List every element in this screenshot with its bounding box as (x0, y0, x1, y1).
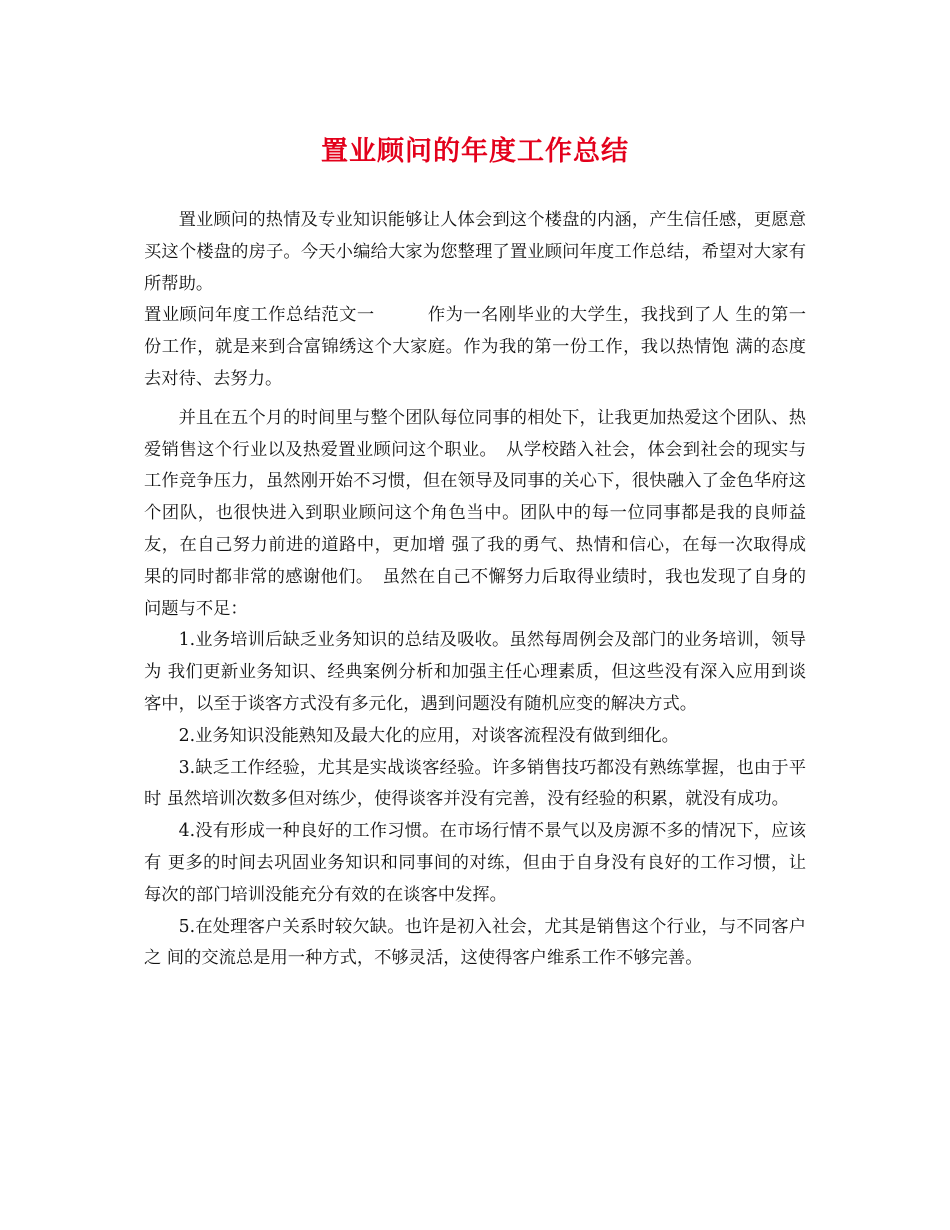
issue-item-3: 3.缺乏工作经验，尤其是实战谈客经验。许多销售技巧都没有熟练掌握，也由于平时 虽然培训次数多但对练少，使得谈客并没有完善，没有经验的积累，就没有成功。 (144, 757, 806, 810)
issue-item-1: 1.业务培训后缺乏业务知识的总结及吸收。虽然每周例会及部门的业务培训，领导为 我们更新业务知识、经典案例分析和加强主任心理素质，但这些没有深入应用到谈 客中，以至于谈客方式没有多元化，遇到问题没有随机应变的解决方式。 (144, 630, 806, 714)
sample-heading-paragraph: 置业顾问年度工作总结范文一 作为一名刚毕业的大学生，我找到了人 生的第一份工作，就是来到合富锦绣这个大家庭。作为我的第一份工作，我以热情饱 满的态度去对待、去努力。 (144, 305, 806, 389)
document-body (144, 205, 806, 975)
experience-paragraph: 并且在五个月的时间里与整个团队每位同事的相处下，让我更加热爱这个团队、热爱销售这个行业以及热爱置业顾问这个职业。 从学校踏入社会，体会到社会的现实与工作竞争压力，虽然刚开始不习惯，但在领导及同事的关心下，很快融入了金色华府这个团队，也很快进入到职业顾问这个角色当中。团队中的每一位同事都是我的良师益友，在自己努力前进的道路中，更加增 强了我的勇气、热情和信心，在每一次取得成果的同时都非常的感谢他们。 虽然在自己不懈努力后取得业绩时，我也发现了自身的问题与不足： (144, 407, 806, 619)
issue-item-4: 4.没有形成一种良好的工作习惯。在市场行情不景气以及房源不多的情况下，应该有 更多的时间去巩固业务知识和同事间的对练，但由于自身没有良好的工作习惯，让 每次的部门培训没能充分有效的在谈客中发挥。 (144, 821, 806, 905)
intro-paragraph: 置业顾问的热情及专业知识能够让人体会到这个楼盘的内涵，产生信任感，更愿意买这个楼盘的房子。今天小编给大家为您整理了置业顾问年度工作总结，希望对大家有所帮助。 (144, 210, 806, 294)
issue-item-5: 5.在处理客户关系时较欠缺。也许是初入社会，尤其是销售这个行业，与不同客户之 间的交流总是用一种方式，不够灵活，这使得客户维系工作不够完善。 (144, 916, 806, 969)
issue-item-2: 2.业务知识没能熟知及最大化的应用，对谈客流程没有做到细化。 (178, 725, 679, 746)
document-title: 置业顾问的年度工作总结 (321, 136, 629, 167)
